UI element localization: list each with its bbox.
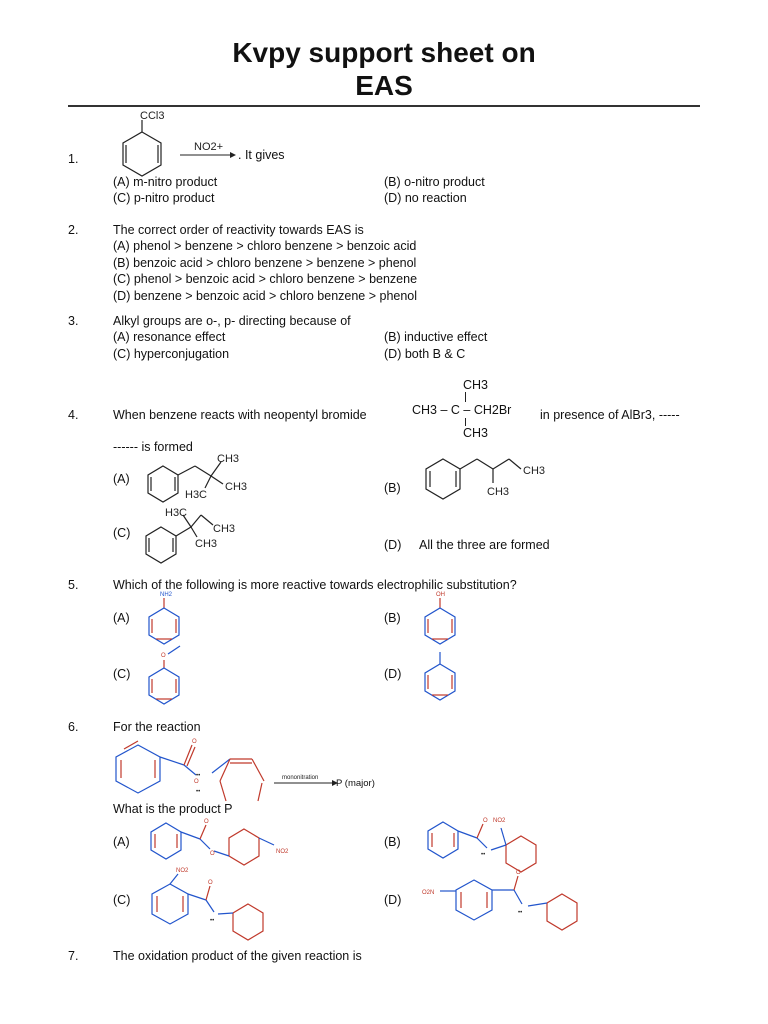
q4-option-b-structure — [423, 455, 553, 505]
q6-option-d-label[interactable]: (D) — [384, 893, 402, 907]
q4-option-a-label[interactable]: (A) — [113, 472, 130, 486]
q6-option-c-structure — [148, 866, 278, 931]
svg-text:NO2: NO2 — [493, 818, 506, 824]
q6-number: 6. — [68, 720, 79, 734]
q6-option-c-label[interactable]: (C) — [113, 893, 131, 907]
svg-text:H3C: H3C — [165, 507, 188, 519]
q5-number: 5. — [68, 578, 79, 592]
ccl3-label: CCl3 — [140, 110, 165, 122]
q5-option-b-label[interactable]: (B) — [384, 611, 401, 625]
q3-option-b[interactable]: (B) inductive effect — [384, 330, 488, 344]
q6-option-b-structure — [425, 812, 555, 867]
title-divider — [68, 105, 700, 107]
q5-phenol-structure — [422, 590, 462, 645]
q6-stem: For the reaction — [113, 720, 201, 734]
q6-reaction-arrow — [272, 772, 342, 792]
q5-toluene-structure — [422, 650, 462, 700]
q3-option-c[interactable]: (C) hyperconjugation — [113, 347, 230, 361]
q1-tail: . It gives — [238, 148, 285, 162]
svg-text:mononitration: mononitration — [282, 775, 319, 781]
svg-text:CH3: CH3 — [487, 486, 510, 498]
svg-text:NH2: NH2 — [160, 592, 173, 598]
q3-number: 3. — [68, 314, 79, 328]
q5-stem: Which of the following is more reactive towards electrophilic substitution? — [113, 578, 517, 592]
q1-reaction-arrow — [178, 140, 238, 160]
q6-option-b-label[interactable]: (B) — [384, 835, 401, 849]
q5-option-a-label[interactable]: (A) — [113, 611, 130, 625]
svg-text:NO2: NO2 — [276, 849, 289, 855]
q2-option-c[interactable]: (C) phenol > benzoic acid > chloro benzene > benzene — [113, 272, 418, 286]
neopentyl-top-ch3: CH3 — [463, 378, 489, 392]
q6-phenyl-benzoate-structure — [112, 735, 272, 803]
q3-option-d[interactable]: (D) both B & C — [384, 347, 466, 361]
svg-text:CH3: CH3 — [217, 453, 240, 465]
nitronium-label: NO2+ — [194, 141, 224, 153]
q7-stem: The oxidation product of the given reaction is — [113, 949, 362, 963]
q1-option-c[interactable]: (C) p-nitro product — [113, 191, 215, 205]
q2-number: 2. — [68, 223, 79, 237]
svg-text:O2N: O2N — [422, 890, 435, 896]
q6-product-label: P (major) — [336, 778, 375, 789]
svg-text:••: •• — [518, 910, 523, 916]
q5-anisole-structure — [146, 642, 196, 704]
svg-text:••: •• — [196, 773, 201, 779]
page-title: Kvpy support sheet on — [232, 37, 536, 68]
svg-text:••: •• — [196, 789, 201, 795]
svg-text:O: O — [194, 779, 199, 785]
q5-aniline-structure — [146, 590, 186, 645]
page-subtitle: EAS — [355, 70, 413, 101]
q2-option-d[interactable]: (D) benzene > benzoic acid > chloro benzene > phenol — [113, 289, 418, 303]
q4-option-b-label[interactable]: (B) — [384, 481, 401, 495]
svg-text:H3C: H3C — [185, 489, 208, 501]
svg-text:O: O — [208, 880, 213, 886]
neopentyl-bottom-ch3: CH3 — [463, 426, 489, 440]
q4-stem-part2: in presence of AlBr3, ----- — [540, 408, 680, 422]
q4-stem-part3: ------ is formed — [113, 440, 193, 454]
q6-option-a-label[interactable]: (A) — [113, 835, 130, 849]
q1-number: 1. — [68, 152, 79, 166]
q4-option-d-text[interactable]: All the three are formed — [419, 538, 550, 552]
q1-option-d[interactable]: (D) no reaction — [384, 191, 467, 205]
svg-text:O: O — [204, 819, 209, 825]
svg-text:••: •• — [210, 918, 215, 924]
q5-option-c-label[interactable]: (C) — [113, 667, 131, 681]
q4-option-d-label[interactable]: (D) — [384, 538, 402, 552]
q6-option-d-structure — [422, 866, 592, 931]
neopentyl-bond-top — [465, 392, 467, 402]
svg-text:OH: OH — [436, 592, 445, 598]
q2-option-a[interactable]: (A) phenol > benzene > chloro benzene > benzoic acid — [113, 239, 417, 253]
q4-option-c-label[interactable]: (C) — [113, 526, 131, 540]
svg-text:O: O — [192, 739, 197, 745]
q3-option-a[interactable]: (A) resonance effect — [113, 330, 226, 344]
svg-text:CH3: CH3 — [195, 538, 218, 550]
svg-text:CH3: CH3 — [213, 523, 236, 535]
q2-stem: The correct order of reactivity towards EAS is — [113, 223, 364, 237]
q7-number: 7. — [68, 949, 79, 963]
q4-stem-part1: When benzene reacts with neopentyl bromide — [113, 408, 367, 422]
svg-text:NO2: NO2 — [176, 868, 189, 874]
q1-option-b[interactable]: (B) o-nitro product — [384, 175, 485, 189]
svg-text:••: •• — [481, 852, 486, 858]
q6-option-a-structure — [148, 815, 298, 860]
svg-text:CH3: CH3 — [225, 481, 248, 493]
svg-text:O: O — [210, 851, 215, 857]
q2-option-b[interactable]: (B) benzoic acid > chloro benzene > benzene > phenol — [113, 256, 417, 270]
svg-text:CH3: CH3 — [523, 465, 546, 477]
svg-text:O: O — [516, 870, 521, 876]
q4-option-c-structure — [143, 505, 243, 563]
q1-trichloromethylbenzene — [112, 108, 172, 176]
q3-stem: Alkyl groups are o-, p- directing because of — [113, 314, 351, 328]
q6-subquestion: What is the product P — [113, 802, 233, 816]
q4-number: 4. — [68, 408, 79, 422]
neopentyl-mid: CH3 – C – CH2Br — [412, 403, 512, 417]
q4-option-a-structure — [145, 452, 255, 502]
svg-text:O: O — [161, 653, 166, 659]
svg-text:O: O — [483, 818, 488, 824]
q5-option-d-label[interactable]: (D) — [384, 667, 402, 681]
q1-option-a[interactable]: (A) m-nitro product — [113, 175, 218, 189]
